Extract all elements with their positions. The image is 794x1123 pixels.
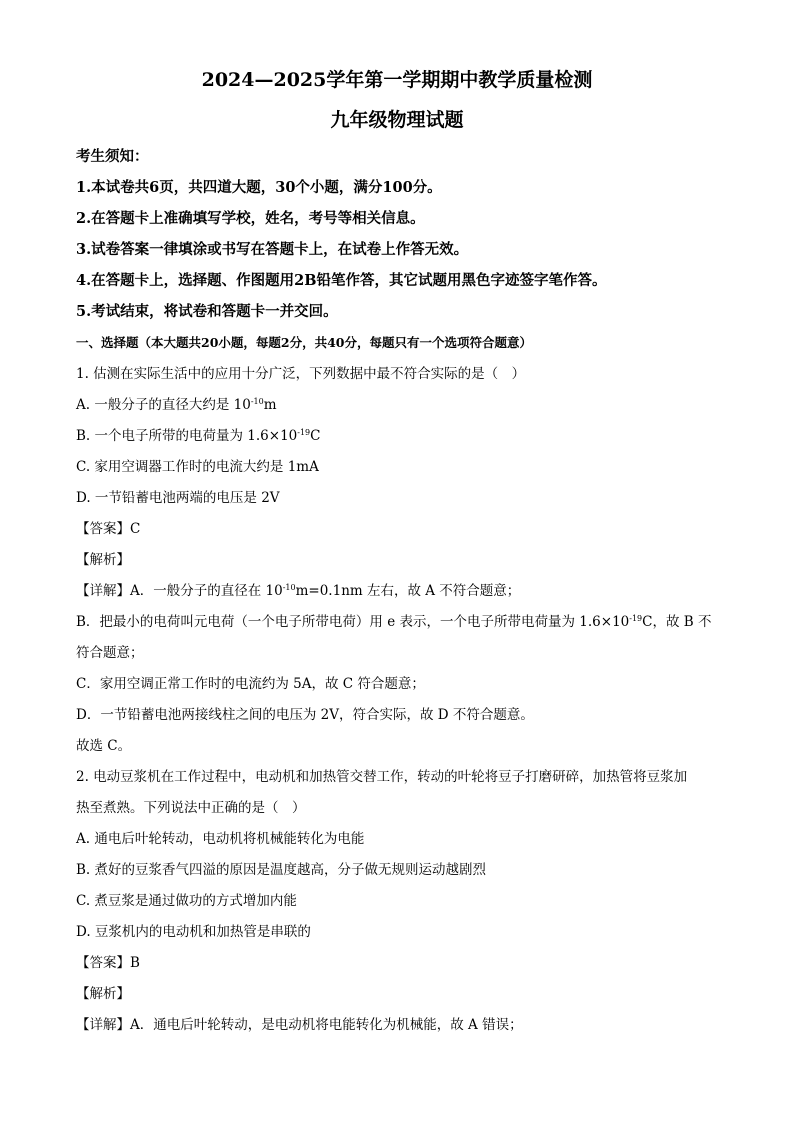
question-1-detail: B．把最小的电荷叫元电荷（一个电子所带电荷）用 e 表示，一个电子所带电荷量为 $1.6\times 10^{-19}C$，故 B 不 (76, 614, 712, 630)
notice-item: 5.考试结束，将试卷和答题卡一并交回。 (76, 303, 338, 320)
question-1-detail: D．一节铅蓄电池两接线柱之间的电压为 2V，符合实际，故 D 不符合题意。 (76, 707, 534, 723)
question-2-analysis: 【解析】 (76, 986, 130, 1002)
question-1-option-c: C. 家用空调器工作时的电流大约是 1mA (76, 459, 319, 475)
notice-heading: 考生须知： (76, 148, 149, 165)
question-2-detail: 【详解】A．通电后叶轮转动，是电动机将电能转化为机械能，故 A 错误； (76, 1017, 523, 1033)
question-1-answer: 【答案】C (76, 521, 141, 537)
question-2-option-a: A. 通电后叶轮转动，电动机将机械能转化为电能 (76, 831, 365, 847)
question-2-answer: 【答案】B (76, 955, 140, 971)
question-2-option-d: D. 豆浆机内的电动机和加热管是串联的 (76, 924, 311, 940)
question-1-option-b: B. 一个电子所带的电荷量为 $1.6\times 10^{-19}C$ (76, 428, 321, 444)
question-1-stem: 1. 估测在实际生活中的应用十分广泛，下列数据中最不符合实际的是（ ） (76, 366, 526, 382)
question-1-detail: C．家用空调正常工作时的电流约为 5A，故 C 符合题意； (76, 676, 425, 692)
exam-title: 2024—2025学年第一学期期中教学质量检测 (201, 69, 593, 91)
question-1-option-d: D. 一节铅蓄电池两端的电压是 2V (76, 490, 280, 506)
question-2-option-c: C. 煮豆浆是通过做功的方式增加内能 (76, 893, 297, 909)
section-heading: 一、选择题（本大题共20小题，每题2分，共40分，每题只有一个选项符合题意） (76, 335, 532, 350)
question-1-analysis: 【解析】 (76, 552, 130, 568)
question-1-detail: 【详解】A．一般分子的直径在 $10^{-10}m=0.1nm$ 左右，故 A 不符合题意； (76, 583, 521, 599)
exam-subtitle: 九年级物理试题 (330, 109, 464, 131)
notice-item: 1.本试卷共6页，共四道大题，30个小题，满分100分。 (76, 179, 442, 196)
notice-item: 3.试卷答案一律填涂或书写在答题卡上，在试卷上作答无效。 (76, 241, 469, 258)
notice-item: 4.在答题卡上，选择题、作图题用2B铅笔作答，其它试题用黑色字迹签字笔作答。 (76, 272, 607, 289)
question-2-stem: 热至煮熟。下列说法中正确的是（ ） (76, 800, 306, 816)
notice-item: 2.在答题卡上准确填写学校，姓名，考号等相关信息。 (76, 210, 425, 227)
question-1-conclusion: 故选 C。 (76, 738, 132, 754)
question-1-detail: 符合题意； (76, 645, 144, 661)
question-1-option-a: A. 一般分子的直径大约是 $10^{-10}m$ (76, 397, 277, 413)
question-2-option-b: B. 煮好的豆浆香气四溢的原因是温度越高，分子做无规则运动越剧烈 (76, 862, 487, 878)
question-2-stem: 2. 电动豆浆机在工作过程中，电动机和加热管交替工作，转动的叶轮将豆子打磨研碎，加热管将豆浆加 (76, 769, 688, 785)
